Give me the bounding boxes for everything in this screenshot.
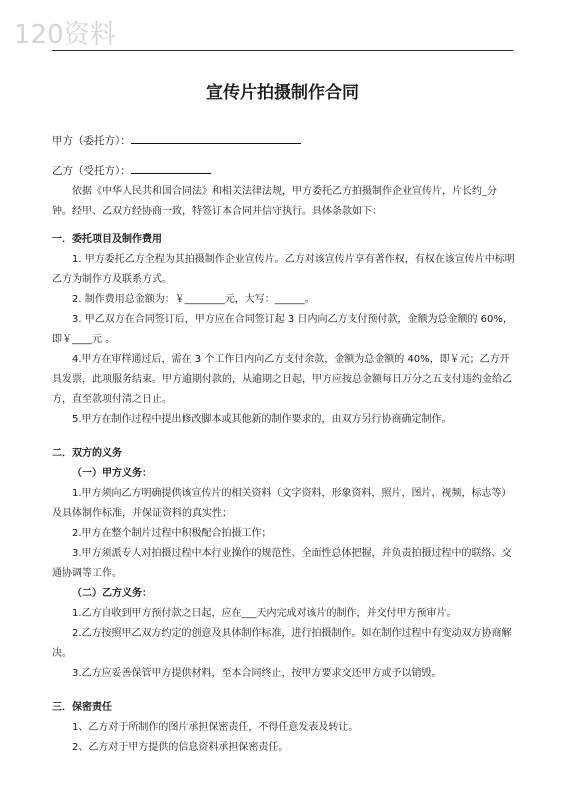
header-rule <box>52 50 513 51</box>
intro-paragraph: 依据《中华人民共和国合同法》和相关法律法规，甲方委托乙方拍摄制作企业宣传片，片长约_分钟。经甲、乙双方经协商一致，特签订本合同并信守执行。具体条款如下： <box>52 186 497 217</box>
party-a-blank <box>131 132 301 144</box>
party-b-blank <box>131 162 211 174</box>
document-title: 宣传片拍摄制作合同 <box>206 83 359 103</box>
party-a-label: 甲方（委托方）： <box>52 135 131 147</box>
party-a-duty-item: 3.甲方须派专人对拍摄过程中本行业操作的规范性、全面性总体把握，并负责拍摄过程中的联络、交通协调等工作。 <box>52 548 512 579</box>
party-a-duty-item: 2.甲方在整个制片过程中积极配合拍摄工作； <box>72 528 272 539</box>
section-3-heading: 三．保密责任 <box>52 702 112 713</box>
party-a-duty-item: 1.甲方须向乙方明确提供该宣传片的相关资料（文字资料，形象资料，照片，图片，视频，标志等）及具体制作标准，并保证资料的真实性； <box>52 488 512 519</box>
party-b-label: 乙方（受托方）： <box>52 165 131 177</box>
party-b-duties-heading: （二）乙方义务： <box>72 588 152 599</box>
party-b-row <box>52 162 211 178</box>
watermark: 120资料 <box>14 20 116 50</box>
section-1-heading: 一．委托项目及制作费用 <box>52 234 162 245</box>
section-1-item: 4.甲方在审样通过后，需在 3 个工作日内向乙方支付余款，金额为总金额的 40%，即￥元；乙方开具发票，此项服务结束。甲方逾期付款的，从逾期之日起，甲方应按总金额每日万分之五支付违约金给乙方，直至款项付清之日止。 <box>52 354 512 405</box>
party-b-duty-item: 3.乙方应妥善保管甲方提供材料，至本合同终止，按甲方要求交还甲方或予以销毁。 <box>72 668 442 679</box>
contract-body <box>52 182 515 758</box>
section-3-item: 2、乙方对于甲方提供的信息资料承担保密责任。 <box>72 742 289 753</box>
section-1-item: 1. 甲方委托乙方全程为其拍摄制作企业宣传片。乙方对该宣传片享有著作权，有权在该宣传片中标明乙方为制作方及联系方式。 <box>52 254 515 285</box>
party-b-duty-item: 2.乙方按照甲乙双方约定的创意及具体制作标准，进行拍摄制作。如在制作过程中有变动双方协商解决。 <box>52 628 512 659</box>
party-a-row <box>52 132 301 148</box>
section-1-item: 5.甲方在制作过程中提出修改脚本或其他新的制作要求的，由双方另行协商确定制作。 <box>72 414 452 425</box>
party-b-duty-item: 1.乙方自收到甲方预付款之日起，应在___天内完成对该片的制作，并交付甲方预审片。 <box>72 608 457 619</box>
section-3-item: 1、乙方对于所制作的图片承担保密责任，不得任意发表及转让。 <box>72 722 359 733</box>
party-a-duties-heading: （一）甲方义务： <box>72 468 152 479</box>
section-1-item: 2. 制作费用总金额为：￥________元，大写：______。 <box>72 294 315 305</box>
section-2-heading: 二．双方的义务 <box>52 448 122 459</box>
section-1-item: 3. 甲乙双方在合同签订后，甲方应在合同签订起 3 日内向乙方支付预付款，金额为总金额的 60%，即￥____元 。 <box>52 314 513 345</box>
